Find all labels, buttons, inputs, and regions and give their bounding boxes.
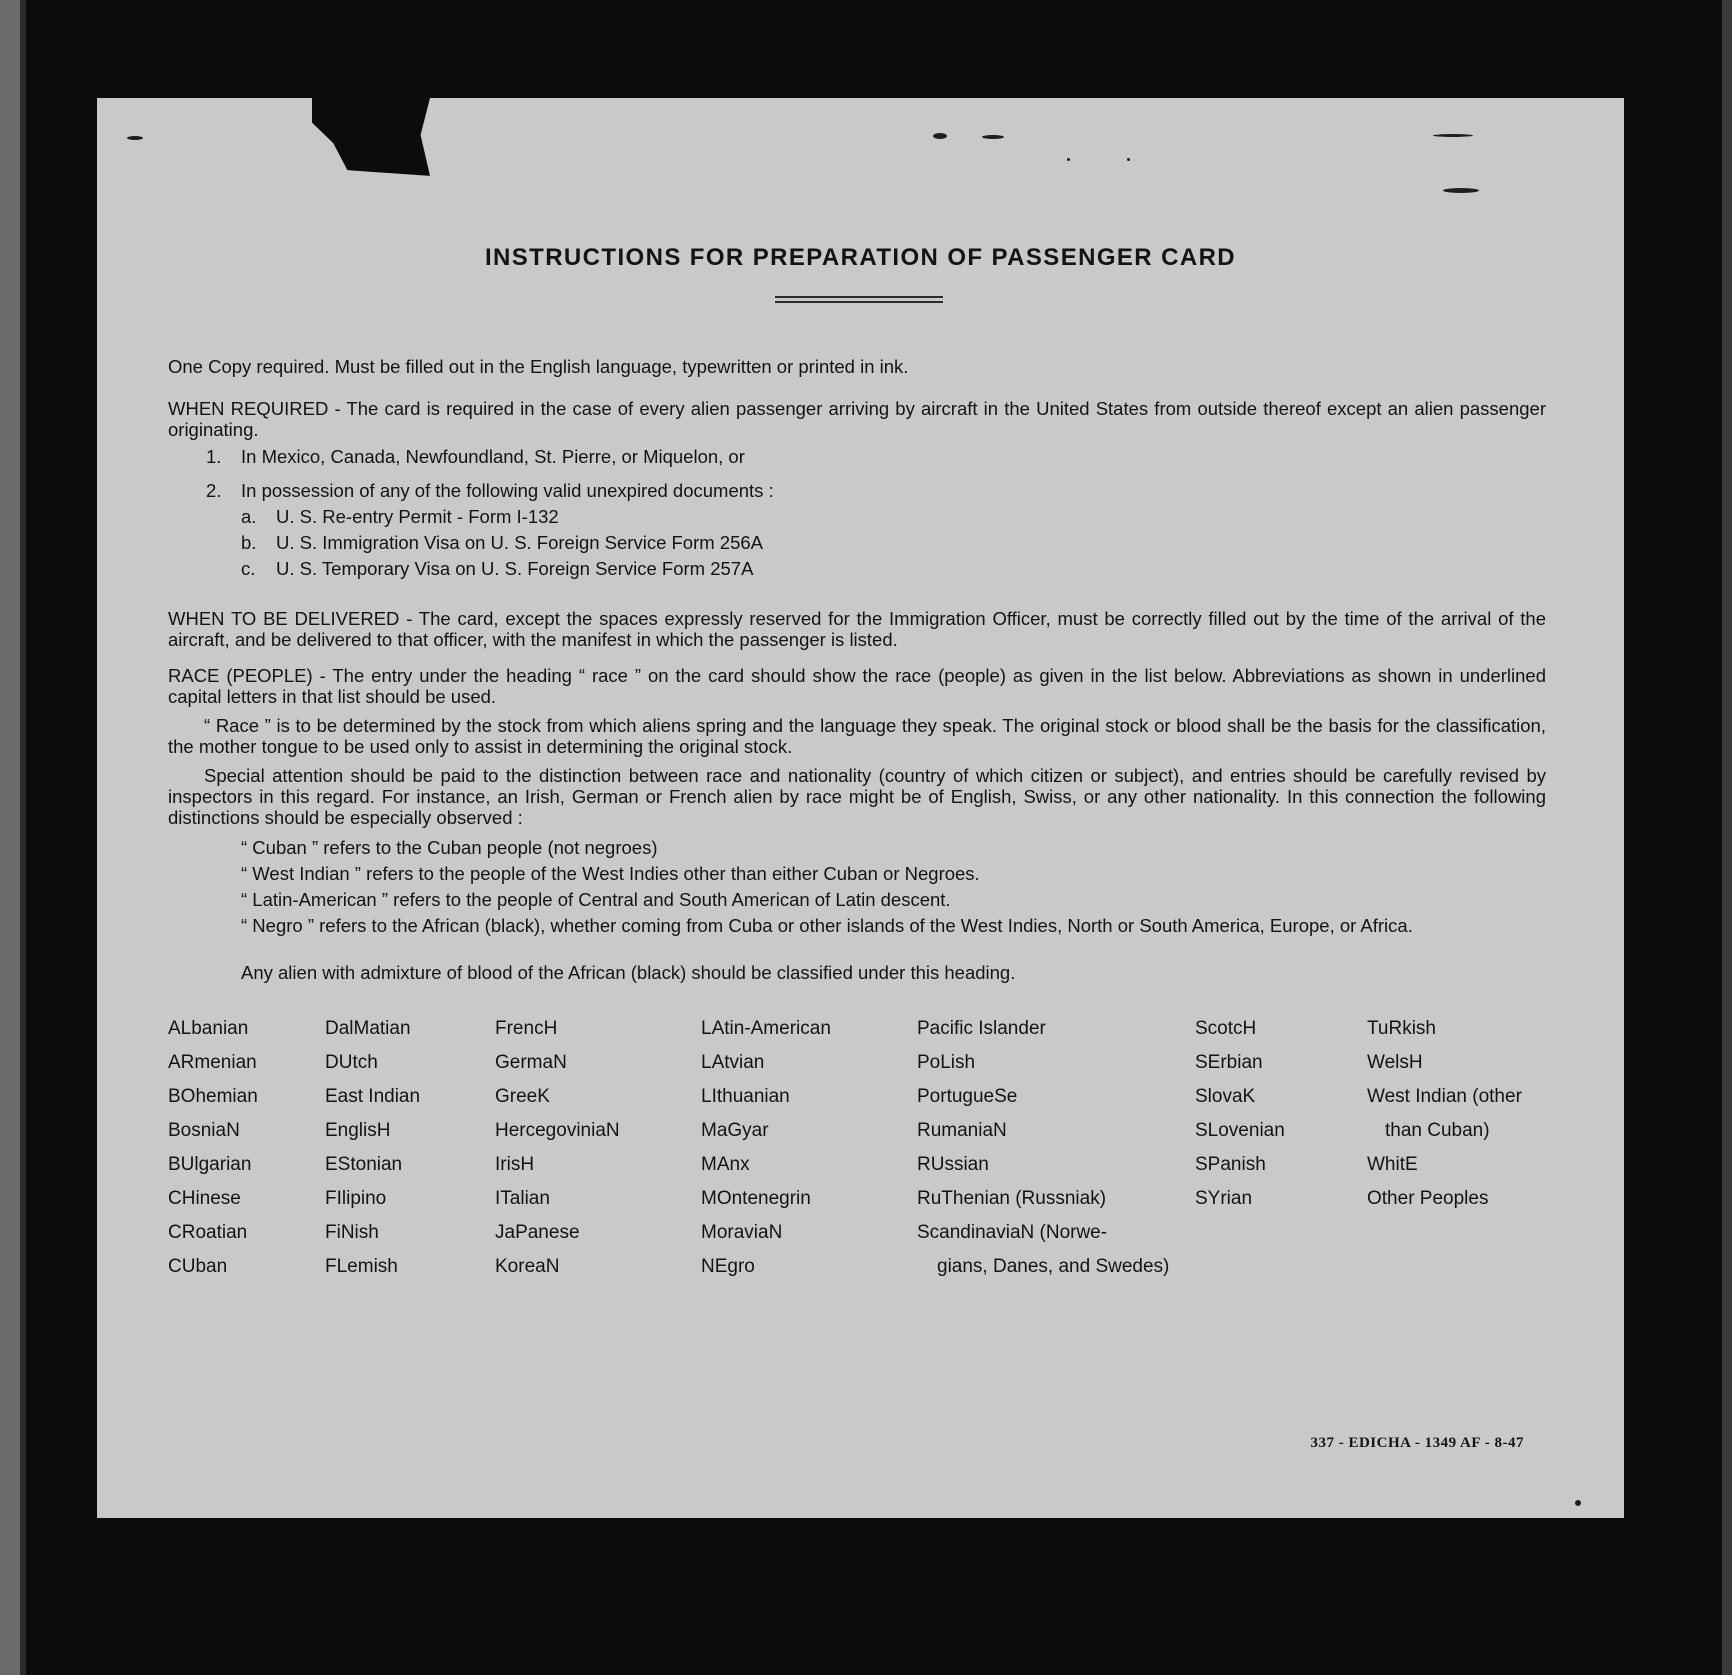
special-attention-paragraph: Special attention should be paid to the distinction between race and nationality (country of which citizen or subject), and entries should be carefully revised by inspectors in this regard. For instance, an Irish, German or French alien by race might be of English, Swiss, or any other nationality. In this connection the following distinctions should be especially observed : (168, 765, 1546, 828)
race-entry: ScandinaviaN (Norwe- (917, 1222, 1108, 1243)
race-entry: RumaniaN (917, 1120, 1007, 1141)
race-entry: MAnx (701, 1154, 750, 1175)
film-edge-left (0, 0, 20, 1675)
distinction-item: “ Latin-American ” refers to the people of Central and South American of Latin descent. (241, 889, 951, 910)
race-entry: FiNish (325, 1222, 379, 1243)
speck (933, 133, 947, 139)
torn-corner (312, 98, 430, 180)
race-entry: BUlgarian (168, 1154, 252, 1175)
speck (1575, 1500, 1581, 1506)
list-number: 1. (206, 446, 222, 467)
page-title: INSTRUCTIONS FOR PREPARATION OF PASSENGER CARD (484, 244, 1237, 271)
race-entry: MaGyar (701, 1120, 769, 1141)
race-entry: IrisH (495, 1154, 535, 1175)
race-entry: WhitE (1367, 1154, 1418, 1175)
speck (1127, 158, 1130, 161)
title-rule (775, 296, 943, 298)
race-entry: RuThenian (Russniak) (917, 1188, 1107, 1209)
race-entry: Pacific Islander (917, 1018, 1046, 1039)
sublist-letter: b. (241, 532, 257, 553)
race-entry: FIlipino (325, 1188, 387, 1209)
speck (982, 135, 1004, 139)
race-entry: EnglisH (325, 1120, 391, 1141)
race-entry: PoLish (917, 1052, 976, 1073)
list-number: 2. (206, 480, 222, 501)
race-entry: GermaN (495, 1052, 567, 1073)
sublist-letter: a. (241, 506, 257, 527)
race-entry: SLovenian (1195, 1120, 1285, 1141)
race-entry: BOhemian (168, 1086, 258, 1107)
race-entry: MOntenegrin (701, 1188, 811, 1209)
sublist-letter: c. (241, 558, 256, 579)
race-entry: KoreaN (495, 1256, 560, 1277)
race-entry: PortugueSe (917, 1086, 1018, 1107)
speck (127, 136, 143, 140)
distinction-item: “ Negro ” refers to the African (black), whether coming from Cuba or other islands of the West Indies, North or South America, Europe, or Africa. (241, 915, 1413, 936)
race-entry: LAtin-American (701, 1018, 831, 1039)
race-entry: gians, Danes, and Swedes) (937, 1256, 1170, 1277)
race-entry: SlovaK (1195, 1086, 1256, 1107)
form-number: 337 - EDICHA - 1349 AF - 8-47 (1310, 1435, 1524, 1451)
race-entry: CHinese (168, 1188, 241, 1209)
distinction-item: “ Cuban ” refers to the Cuban people (not negroes) (241, 837, 658, 858)
race-entry: ALbanian (168, 1018, 249, 1039)
race-entry: TuRkish (1367, 1018, 1436, 1039)
speck (1067, 158, 1070, 161)
sublist-text: U. S. Immigration Visa on U. S. Foreign Service Form 256A (276, 532, 764, 553)
race-paragraph: RACE (PEOPLE) - The entry under the heading “ race ” on the card should show the race (people) as given in the list below. Abbreviations as shown in underlined capital letters in that list should be used. (168, 665, 1546, 707)
race-entry: GreeK (495, 1086, 550, 1107)
race-entry: FrencH (495, 1018, 558, 1039)
race-entry: JaPanese (495, 1222, 580, 1243)
race-entry: HercegoviniaN (495, 1120, 620, 1141)
speck (1433, 134, 1473, 137)
sublist-text: U. S. Temporary Visa on U. S. Foreign Service Form 257A (276, 558, 754, 579)
race-entry: East Indian (325, 1086, 421, 1107)
race-entry: West Indian (other (1367, 1086, 1522, 1107)
intro-paragraph: One Copy required. Must be filled out in the English language, typewritten or printed in ink. (168, 356, 909, 377)
race-entry: CRoatian (168, 1222, 248, 1243)
when-required-paragraph: WHEN REQUIRED - The card is required in the case of every alien passenger arriving by aircraft in the United States from outside thereof except an alien passenger originating. (168, 398, 1546, 440)
race-entry: WelsH (1367, 1052, 1423, 1073)
race-entry: FLemish (325, 1256, 398, 1277)
race-entry: than Cuban) (1385, 1120, 1490, 1141)
race-entry: SErbian (1195, 1052, 1263, 1073)
race-entry: ARmenian (168, 1052, 257, 1073)
distinction-item: “ West Indian ” refers to the people of the West Indies other than either Cuban or Negroes. (241, 863, 980, 884)
race-entry: ScotcH (1195, 1018, 1257, 1039)
document-page (97, 98, 1624, 1518)
race-entry: SPanish (1195, 1154, 1266, 1175)
race-entry: DUtch (325, 1052, 378, 1073)
sublist-text: U. S. Re-entry Permit - Form I-132 (276, 506, 559, 527)
list-text: In Mexico, Canada, Newfoundland, St. Pierre, or Miquelon, or (241, 446, 745, 467)
race-entry: SYrian (1195, 1188, 1253, 1209)
list-text: In possession of any of the following valid unexpired documents : (241, 480, 774, 501)
race-entry: BosniaN (168, 1120, 240, 1141)
race-entry: Other Peoples (1367, 1188, 1489, 1209)
race-determined-paragraph: “ Race ” is to be determined by the stock from which aliens spring and the language they speak. The original stock or blood shall be the basis for the classification, the mother tongue to be used only to assist in determining the original stock. (168, 715, 1546, 757)
speck (1443, 188, 1479, 193)
race-entry: LAtvian (701, 1052, 765, 1073)
title-rule (775, 301, 943, 303)
race-entry: MoraviaN (701, 1222, 783, 1243)
race-entry: NEgro (701, 1256, 755, 1277)
race-entry: RUssian (917, 1154, 989, 1175)
film-edge-left-inner (20, 0, 26, 1675)
race-entry: LIthuanian (701, 1086, 790, 1107)
race-entry: EStonian (325, 1154, 403, 1175)
race-entry: DalMatian (325, 1018, 411, 1039)
race-entry: ITalian (495, 1188, 550, 1209)
film-edge-right (1722, 0, 1732, 1675)
admixture-paragraph: Any alien with admixture of blood of the African (black) should be classified under this heading. (241, 962, 1016, 983)
when-delivered-paragraph: WHEN TO BE DELIVERED - The card, except the spaces expressly reserved for the Immigration Officer, must be correctly filled out by the time of the arrival of the aircraft, and be delivered to that officer, with the manifest in which the passenger is listed. (168, 608, 1546, 650)
race-entry: CUban (168, 1256, 228, 1277)
